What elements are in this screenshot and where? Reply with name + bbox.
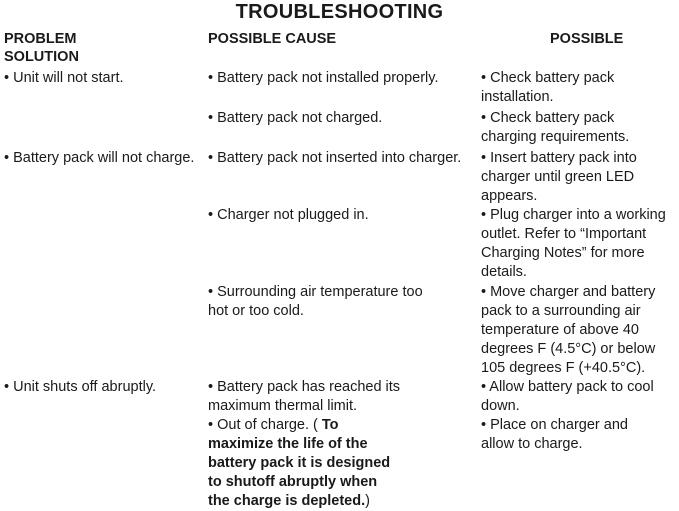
- problem-cell: • Battery pack will not charge.: [4, 150, 195, 166]
- header-possible-cause: POSSIBLE CAUSE: [208, 31, 337, 47]
- cause-cell: • Charger not plugged in.: [208, 207, 369, 223]
- cause-text-end: ): [365, 493, 370, 509]
- cause-bold-note: To maximize the life of the battery pack it is designed to shutoff abruptly when the charge is depleted.: [208, 417, 391, 509]
- cause-cell: [208, 416, 398, 511]
- header-problem: PROBLEM: [4, 31, 77, 47]
- solution-cell: • Check battery pack installation.: [481, 70, 615, 105]
- header-possible: POSSIBLE: [550, 31, 624, 47]
- solution-cell: • Place on charger and allow to charge.: [481, 417, 628, 452]
- problem-cell: • Unit shuts off abruptly.: [4, 379, 157, 395]
- page-title: TROUBLESHOOTING: [235, 1, 444, 23]
- cause-cell: • Battery pack not installed properly.: [208, 70, 439, 86]
- solution-cell: • Allow battery pack to cool down.: [481, 379, 654, 414]
- cause-text: • Out of charge. (: [208, 417, 318, 433]
- problem-cell: • Unit will not start.: [4, 70, 124, 86]
- solution-cell: • Check battery pack charging requirements.: [481, 110, 630, 145]
- solution-cell: • Insert battery pack into charger until green LED appears.: [481, 150, 637, 204]
- header-problem-solution: SOLUTION: [4, 49, 79, 65]
- solution-cell: • Move charger and battery pack to a surrounding air temperature of above 40 degrees F (4.5°C) or below 105 degrees F (+40.5°C).: [481, 284, 656, 376]
- cause-cell: • Battery pack not inserted into charger.: [208, 150, 462, 166]
- cause-cell: • Surrounding air temperature too hot or too cold.: [208, 284, 423, 319]
- solution-cell: • Plug charger into a working outlet. Refer to “Important Charging Notes” for more details.: [481, 207, 666, 280]
- cause-cell: • Battery pack has reached its maximum thermal limit.: [208, 379, 401, 414]
- cause-cell: • Battery pack not charged.: [208, 110, 383, 126]
